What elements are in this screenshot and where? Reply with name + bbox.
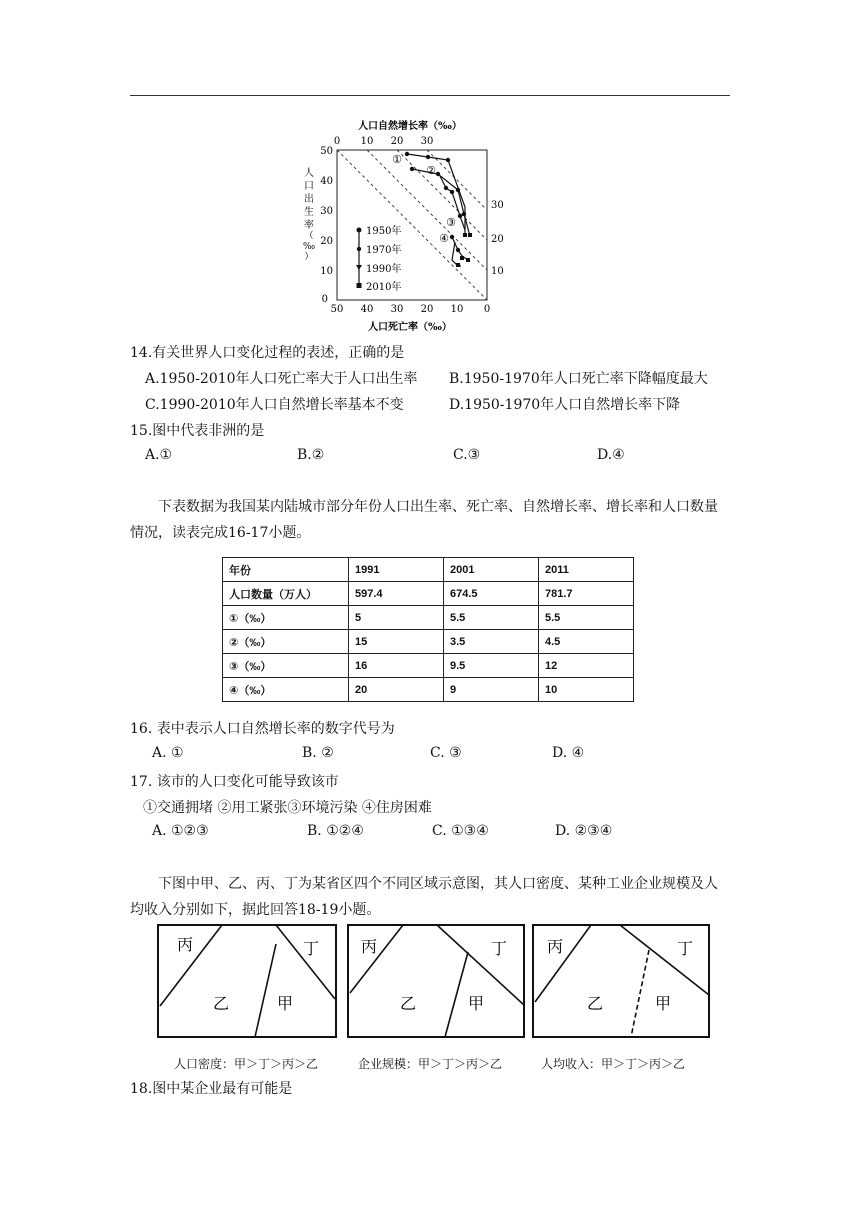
data-point <box>436 172 440 176</box>
q15-stem: 15.图中代表非洲的是 <box>130 423 265 439</box>
legend-label: 2010年 <box>366 282 402 293</box>
legend-marker-1990 <box>356 265 362 270</box>
data-point <box>458 214 462 218</box>
data-point <box>450 235 454 239</box>
table-cell: 674.5 <box>444 582 539 606</box>
table-row <box>223 630 634 654</box>
bottom-tick: 50 <box>330 304 344 315</box>
table-cell: 15 <box>349 630 444 654</box>
bottom-tick: 0 <box>483 304 491 315</box>
map-enterprise-scale <box>348 925 524 1037</box>
left-tick: 30 <box>320 206 333 217</box>
left-tick: 50 <box>320 146 333 157</box>
table-cell: 人口数量（万人） <box>223 582 349 606</box>
left-axis-label-char: ） <box>304 252 314 262</box>
table-cell: 597.4 <box>349 582 444 606</box>
label-jia: 甲 <box>655 994 672 1013</box>
label-yi: 乙 <box>400 994 417 1013</box>
caption-income: 人均收入：甲＞丁＞丙＞乙 <box>541 1057 686 1071</box>
region-label: ③ <box>446 216 456 229</box>
q16-option-c: C. ③ <box>430 745 462 761</box>
label-ding: 丁 <box>677 939 694 958</box>
left-axis-label-char: 率 <box>304 220 314 231</box>
table-cell: 9.5 <box>444 654 539 678</box>
data-point <box>450 190 454 194</box>
q18-stem: 18.图中某企业最有可能是 <box>130 1081 293 1097</box>
data-point <box>426 155 430 159</box>
q17-stem: 17. 该市的人口变化可能导致该市 <box>130 774 339 790</box>
bottom-tick: 20 <box>420 304 434 315</box>
table-cell: 10 <box>539 678 634 702</box>
left-axis-label-char: 生 <box>304 207 314 218</box>
population-chart <box>300 112 520 337</box>
table-cell: 12 <box>539 654 634 678</box>
table-cell: 5.5 <box>444 606 539 630</box>
bottom-axis-label: 人口死亡率（‰） <box>368 322 452 333</box>
caption-population-density: 人口密度：甲＞丁＞丙＞乙 <box>174 1057 319 1071</box>
region-label: ① <box>392 153 402 166</box>
table-cell: ③（‰） <box>223 654 349 678</box>
right-tick: 20 <box>491 234 504 245</box>
data-point <box>466 258 470 262</box>
data-point <box>456 188 460 192</box>
region-label: ④ <box>439 232 449 245</box>
caption-enterprise-scale: 企业规模：甲＞丁＞丙＞乙 <box>358 1057 503 1071</box>
q17-option-a: A. ①②③ <box>152 823 209 839</box>
q15-option-a: A.① <box>145 447 173 463</box>
left-axis-label-char: 人 <box>304 168 314 179</box>
table-row <box>223 582 634 606</box>
q17-option-c: C. ①③④ <box>432 823 489 839</box>
left-axis-label-char: ‰ <box>302 242 316 252</box>
table-cell: ④（‰） <box>223 678 349 702</box>
q17-items: ①交通拥堵 ②用工紧张③环境污染 ④住房困难 <box>143 800 432 816</box>
left-axis-label-char: 出 <box>304 194 314 205</box>
map-income-per-capita <box>533 925 709 1037</box>
table-cell: ①（‰） <box>223 606 349 630</box>
legend-marker-1950 <box>357 228 362 233</box>
population-table <box>222 557 634 702</box>
data-point <box>456 263 460 267</box>
q14-option-a: A.1950-2010年人口死亡率大于人口出生率 <box>145 371 418 387</box>
growth-isoline <box>427 150 487 210</box>
bottom-tick: 30 <box>390 304 404 315</box>
data-point <box>405 152 409 156</box>
top-tick: 20 <box>390 136 404 147</box>
table-row <box>223 558 634 582</box>
label-jia: 甲 <box>468 994 485 1013</box>
table-cell: 1991 <box>349 558 444 582</box>
table-cell: 9 <box>444 678 539 702</box>
data-point <box>410 167 414 171</box>
label-yi: 乙 <box>213 994 230 1013</box>
q16-option-a: A. ① <box>152 745 184 761</box>
label-yi: 乙 <box>587 994 604 1013</box>
right-tick: 10 <box>491 266 504 277</box>
growth-isoline <box>397 150 487 240</box>
table-cell: 3.5 <box>444 630 539 654</box>
data-point <box>462 212 466 216</box>
bottom-tick: 10 <box>450 304 464 315</box>
table-cell: 2001 <box>444 558 539 582</box>
label-jia: 甲 <box>277 994 294 1013</box>
table-cell: 年份 <box>223 558 349 582</box>
q14-option-d: D.1950-1970年人口自然增长率下降 <box>449 397 681 413</box>
top-tick: 0 <box>333 136 341 147</box>
label-bing: 丙 <box>547 937 564 956</box>
table-cell: 781.7 <box>539 582 634 606</box>
legend-label: 1970年 <box>366 245 402 256</box>
data-point <box>444 186 448 190</box>
data-point <box>460 256 464 260</box>
q17-option-b: B. ①②④ <box>307 823 364 839</box>
left-tick: 40 <box>320 176 333 187</box>
q16-stem: 16. 表中表示人口自然增长率的数字代号为 <box>130 721 395 737</box>
table-cell: ②（‰） <box>223 630 349 654</box>
q14-option-b: B.1950-1970年人口死亡率下降幅度最大 <box>449 371 708 387</box>
legend-marker-1970 <box>357 247 361 251</box>
top-axis-label: 人口自然增长率（‰） <box>358 121 462 132</box>
q14-stem: 14.有关世界人口变化过程的表述，正确的是 <box>130 345 405 361</box>
table-cell: 16 <box>349 654 444 678</box>
series-region-1 <box>407 154 465 237</box>
table-cell: 5.5 <box>539 606 634 630</box>
label-bing: 丙 <box>361 937 378 956</box>
q15-option-b: B.② <box>297 447 325 463</box>
data-point <box>446 158 450 162</box>
q14-option-c: C.1990-2010年人口自然增长率基本不变 <box>145 397 404 413</box>
label-ding: 丁 <box>303 939 320 958</box>
intro-16-17: 下表数据为我国某内陆城市部分年份人口出生率、死亡率、自然增长率、增长率和人口数量情况，读表完成16-17小题。 <box>130 499 718 541</box>
top-tick: 30 <box>420 136 434 147</box>
left-tick: 0 <box>321 294 328 305</box>
data-point <box>463 233 467 237</box>
table-cell: 4.5 <box>539 630 634 654</box>
region-label: ② <box>426 164 436 177</box>
left-axis-label-char: 口 <box>304 181 314 192</box>
left-tick: 10 <box>320 266 333 277</box>
right-tick: 30 <box>491 200 504 211</box>
q15-option-d: D.④ <box>597 447 625 463</box>
q17-option-d: D. ②③④ <box>555 823 613 839</box>
data-point <box>468 233 472 237</box>
q15-option-c: C.③ <box>453 447 481 463</box>
region-maps <box>155 922 715 1042</box>
legend-label: 1990年 <box>366 264 402 275</box>
top-tick: 10 <box>360 136 374 147</box>
table-cell: 2011 <box>539 558 634 582</box>
map-population-density <box>158 925 336 1037</box>
q16-option-d: D. ④ <box>552 745 585 761</box>
q16-option-b: B. ② <box>302 745 334 761</box>
header-rule <box>130 95 730 96</box>
table-row <box>223 678 634 702</box>
left-axis-label-char: （ <box>304 231 314 241</box>
table-cell: 5 <box>349 606 444 630</box>
data-point <box>456 248 460 252</box>
table-row <box>223 654 634 678</box>
label-ding: 丁 <box>491 939 508 958</box>
legend-label: 1950年 <box>366 226 402 237</box>
legend-marker-2010 <box>357 283 362 288</box>
bottom-tick: 40 <box>360 304 374 315</box>
intro-18-19: 下图中甲、乙、丙、丁为某省区四个不同区域示意图，其人口密度、某种工业企业规模及人均收入分别如下，据此回答18-19小题。 <box>130 876 718 918</box>
table-row <box>223 606 634 630</box>
label-bing: 丙 <box>177 935 194 954</box>
table-cell: 20 <box>349 678 444 702</box>
left-tick: 20 <box>320 236 333 247</box>
